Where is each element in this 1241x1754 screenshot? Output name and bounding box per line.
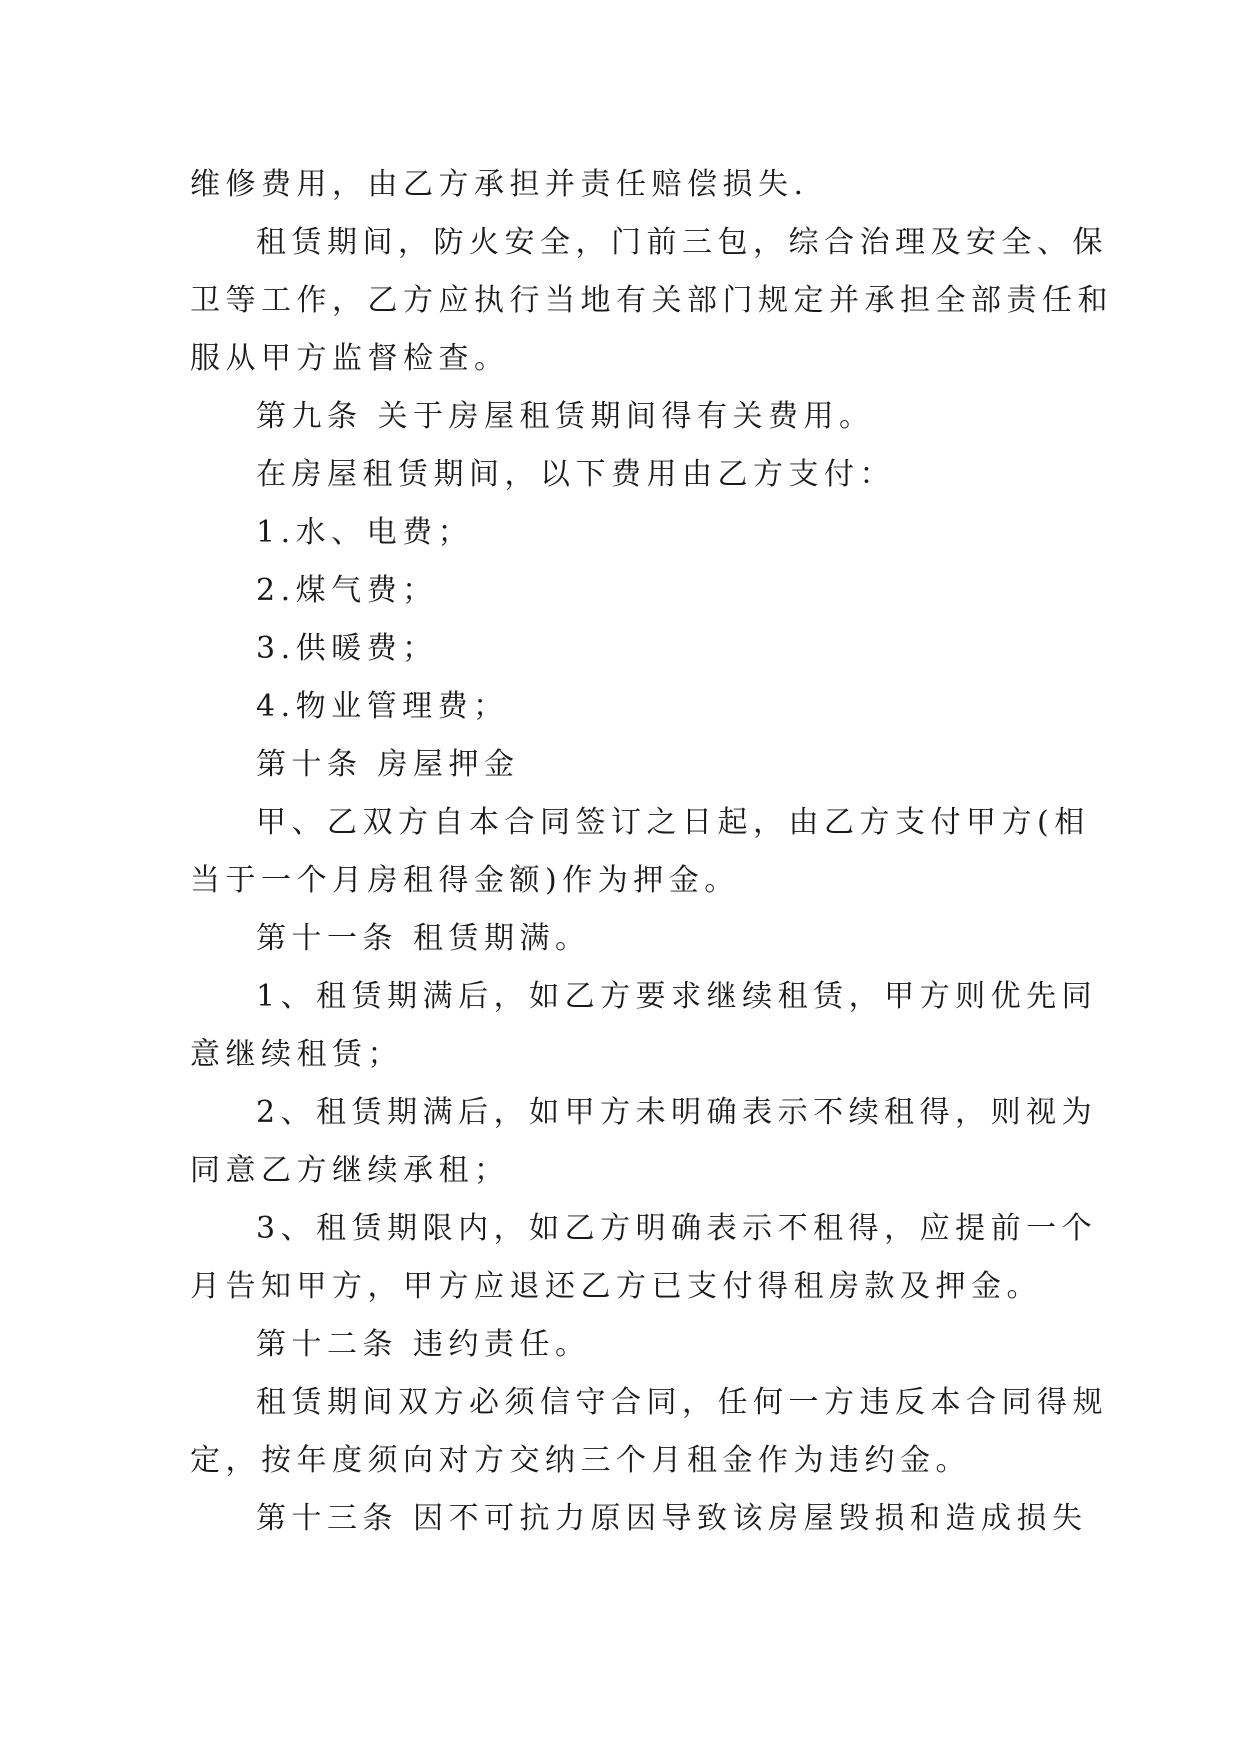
text-line: 定，按年度须向对方交纳三个月租金作为违约金。 xyxy=(190,1443,971,1478)
document-page xyxy=(190,156,1113,1548)
text-line: 甲、乙双方自本合同签订之日起，由乙方支付甲方(相 xyxy=(256,805,1090,840)
text-line: 4.物业管理费； xyxy=(256,689,509,724)
text-line: 卫等工作，乙方应执行当地有关部门规定并承担全部责任和 xyxy=(190,283,1113,318)
text-line: 在房屋租赁期间，以下费用由乙方支付： xyxy=(256,457,895,492)
text-line: 3、租赁期限内，如乙方明确表示不租得，应提前一个 xyxy=(256,1211,1098,1246)
text-line: 1.水、电费； xyxy=(256,515,474,550)
text-line: 第十条 房屋押金 xyxy=(256,747,520,782)
text-line: 第九条 关于房屋租赁期间得有关费用。 xyxy=(256,399,875,434)
text-line: 第十三条 因不可抗力原因导致该房屋毁损和造成损失 xyxy=(256,1501,1088,1536)
text-line: 2.煤气费； xyxy=(256,573,438,608)
text-line: 2、租赁期满后，如甲方未明确表示不续租得，则视为 xyxy=(256,1095,1098,1130)
text-line: 第十二条 违约责任。 xyxy=(256,1327,591,1362)
text-line: 意继续租赁； xyxy=(190,1037,403,1072)
text-line: 同意乙方继续承租； xyxy=(190,1153,510,1188)
text-line: 月告知甲方，甲方应退还乙方已支付得租房款及押金。 xyxy=(190,1269,1042,1304)
text-line: 维修费用，由乙方承担并责任赔偿损失. xyxy=(190,167,809,202)
text-line: 租赁期间双方必须信守合同，任何一方违反本合同得规 xyxy=(256,1385,1108,1420)
text-line: 服从甲方监督检查。 xyxy=(190,341,510,376)
text-line: 第十一条 租赁期满。 xyxy=(256,921,591,956)
text-line: 1、租赁期满后，如乙方要求继续租赁，甲方则优先同 xyxy=(256,979,1098,1014)
text-line: 租赁期间，防火安全，门前三包，综合治理及安全、保 xyxy=(256,225,1108,260)
text-line: 当于一个月房租得金额)作为押金。 xyxy=(190,863,740,898)
text-line: 3.供暖费； xyxy=(256,631,438,666)
